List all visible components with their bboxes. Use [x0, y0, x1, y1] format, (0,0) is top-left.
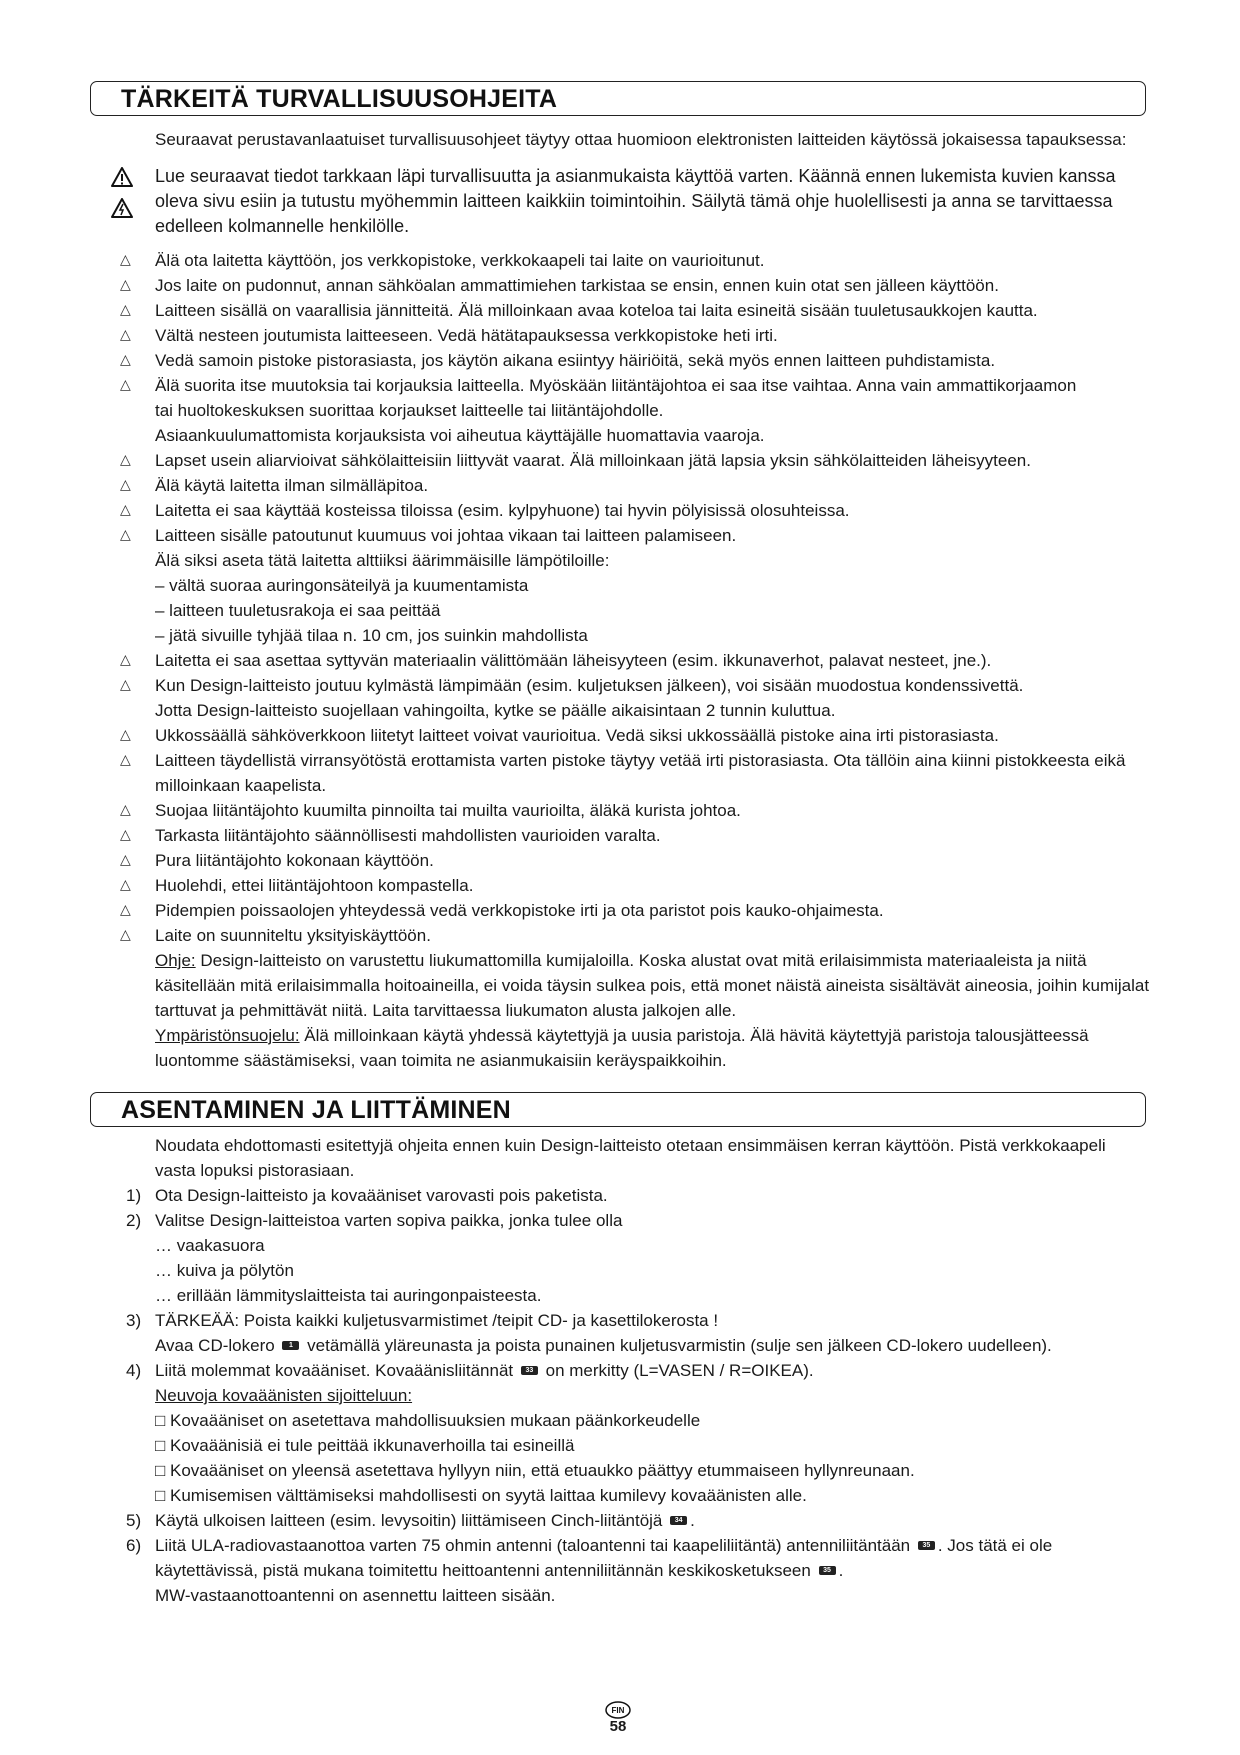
reference-badge: 1	[282, 1341, 299, 1350]
safety-list-item: △ Laitteen sisälle patoutunut kuumuus voi johtaa vikaan tai laitteen palamiseen.	[0, 523, 1240, 548]
reference-badge: 35	[819, 1566, 836, 1575]
safety-list-item: △ Laite on suunniteltu yksityiskäyttöön.	[0, 923, 1240, 948]
step-4: 4) Liitä molemmat kovaääniset. Kovaäänisliitännät 33 on merkitty (L=VASEN / R=OIKEA).	[126, 1361, 814, 1380]
safety-list-item: △ Laitetta ei saa käyttää kosteissa tiloissa (esim. kylpyhuone) tai hyvin pölyisissä olosuhteissa.	[0, 498, 1240, 523]
warning-triangle-outline-icon: △	[120, 502, 131, 518]
warning-triangle-outline-icon: △	[120, 377, 131, 393]
safety-list-item: △ Pidempien poissaolojen yhteydessä vedä verkkopistoke irti ja ota paristot pois kauko-ohjaimesta.	[0, 898, 1240, 923]
warning-triangle-outline-icon: △	[120, 452, 131, 468]
warning-triangle-outline-icon: △	[120, 352, 131, 368]
safety-list-item-continuation: – jätä sivuille tyhjää tilaa n. 10 cm, jos suinkin mahdollista	[155, 626, 588, 645]
safety-list-item-continuation: tai huoltokeskuksen suorittaa korjaukset laitteelle tai liitäntäjohdolle.	[155, 401, 664, 420]
warning-triangle-outline-icon: △	[120, 902, 131, 918]
warning-triangle-outline-icon: △	[120, 727, 131, 743]
warning-triangle-outline-icon: △	[120, 252, 131, 268]
safety-list-item: △ Laitteen täydellistä virransyötöstä erottamista varten pistoke täytyy vetää irti pistorasiasta. Ota tällöin aina kiinni pistokkeesta eikä	[0, 748, 1240, 773]
language-code: FIN	[611, 1706, 625, 1715]
safety-list-item: △ Jos laite on pudonnut, annan sähköalan ammattimiehen tarkistaa se ensin, ennen kuin otat sen jälleen käyttöön.	[0, 273, 1240, 298]
safety-list-item-continuation: – laitteen tuuletusrakoja ei saa peittää	[155, 601, 441, 620]
warning-triangle-outline-icon: △	[120, 677, 131, 693]
step-6: 6) Liitä ULA-radiovastaanottoa varten 75 ohmin antenni (taloantenni tai kaapeliliitäntä) antenniliitäntään 35 . Jos tätä ei ole	[126, 1536, 1053, 1555]
warning-triangle-outline-icon: △	[120, 802, 131, 818]
intro-text: Noudata ehdottomasti esitettyjä ohjeita ennen kuin Design-laitteisto otetaan ensimmäisen kerran käyttöön. Pistä verkkokaapeli	[155, 1136, 1106, 1155]
intro-text: vasta lopuksi pistorasiaan.	[155, 1161, 355, 1180]
safety-list-item: △ Lapset usein aliarvioivat sähkölaitteisiin liittyvät vaarat. Älä milloinkaan jätä lapsia yksin sähkölaitteiden läheisyyteen.	[0, 448, 1240, 473]
step-2: 2) Valitse Design-laitteistoa varten sopiva paikka, jonka tulee olla	[126, 1211, 623, 1230]
safety-list-item: △ Älä käytä laitetta ilman silmälläpitoa.	[0, 473, 1240, 498]
warning-block	[0, 164, 1240, 239]
page-number: 58	[609, 1718, 627, 1735]
safety-list-item-continuation: Asiaankuulumattomista korjauksista voi aiheutua käyttäjälle huomattavia vaaroja.	[155, 426, 765, 445]
safety-list-item-continuation: Älä siksi aseta tätä laitetta alttiiksi äärimmäisille lämpötiloille:	[155, 551, 610, 570]
environment-line: Ympäristönsuojelu: Älä milloinkaan käytä yhdessä käytettyjä ja uusia paristoja. Älä hävitä käytettyjä paristoja talousjätteessä	[155, 1026, 1089, 1045]
safety-list-item: △ Ukkossäällä sähköverkkoon liitetyt laitteet voivat vaurioitua. Vedä siksi ukkossäällä pistoke aina irti pistorasiasta.	[0, 723, 1240, 748]
safety-list-item: △ Älä ota laitetta käyttöön, jos verkkopistoke, verkkokaapeli tai laite on vaurioitunut.	[0, 248, 1240, 273]
intro-text: Seuraavat perustavanlaatuiset turvallisuusohjeet täytyy ottaa huomioon elektronisten laitteiden käytössä jokaisessa tapauksessa:	[155, 130, 1127, 149]
note-line: käsitellään mitä erilaisimmalla hoitoaineilla, ei voida täysin sulkea pois, että monet näistä aineista sisältävät aineosia, joihin kumijalat	[155, 976, 1150, 995]
warning-text: edelleen kolmannelle henkilölle.	[155, 216, 410, 236]
warning-triangle-outline-icon: △	[120, 877, 131, 893]
safety-list-item: △ Vedä samoin pistoke pistorasiasta, jos käytön aikana esiintyy häiriöitä, sekä myös ennen laitteen puhdistamista.	[0, 348, 1240, 373]
warning-triangle-outline-icon: △	[120, 827, 131, 843]
note-line: tarttuvat ja pehmittävät niitä. Laita tarvittaessa liukumaton alusta jalkojen alle.	[155, 1001, 737, 1020]
warning-triangle-outline-icon: △	[120, 302, 131, 318]
installation-body: Noudata ehdottomasti esitettyjä ohjeita ennen kuin Design-laitteisto otetaan ensimmäisen kerran käyttöön. Pistä verkkokaapeli vasta lopuksi pistorasiaan. 1) Ota Design-laitteisto ja kovaääniset varovasti pois paketista. 2) Valitse Design-laitteistoa varten sopiva paikka, jonka tulee olla … vaakasuora … kuiva ja pölytön … erillään lämmityslaitteista tai auringonpaisteesta. 3) TÄRKEÄÄ: Poista kaikki kuljetusvarmistimet /teipit CD- ja kasettilokerosta ! Avaa CD-lokero 1 vetämällä yläreunasta ja poista punainen kuljetusvarmistin (sulje sen jälkeen CD-lokero uudelleen). 4) Liitä molemmat kovaääniset. Kovaäänisliitännät 33 on merkitty (L=VASEN / R=OIKEA). Neuvoja kovaäänisten sijoitteluun: □ Kovaääniset on asetettava mahdollisuuksien mukaan päänkorkeudelle □ Kovaäänisiä ei tule peittää ikkunaverhoilla tai esineillä □ Kovaääniset on yleensä asetettava hyllyyn niin, että etuaukko päättyy etummaiseen hyllynreunaan. □ Kumisemisen välttämiseksi mahdollisesti on syytä laittaa kumilevy kovaäänisten alle. 5) Käytä ulkoisen laitteen (esim. levysoitin) liittämiseen Cinch-liitäntöjä 34 . 6) Liitä ULA-radiovastaanottoa varten 75 ohmin antenni (taloantenni tai kaapeliliitäntä) antenniliitäntään 35 . Jos tätä ei ole käytettävissä, pistä mukana toimitettu heittoantenni antenniliitännän keskikosketukseen 35 . MW-vastaanottoantenni on asennettu laitteen sisään.	[0, 1133, 1240, 1608]
safety-list	[0, 248, 1240, 1073]
safety-list-item: △ Pura liitäntäjohto kokonaan käyttöön.	[0, 848, 1240, 873]
warning-triangle-outline-icon: △	[120, 852, 131, 868]
section-title-installation: ASENTAMINEN JA LIITTÄMINEN	[121, 1096, 511, 1124]
environment-line: luontomme säästämiseksi, vaan toimita ne asianmukaisiin keräyspaikkoihin.	[155, 1051, 727, 1070]
step-3: 3) TÄRKEÄÄ: Poista kaikki kuljetusvarmistimet /teipit CD- ja kasettilokerosta !	[126, 1311, 719, 1330]
safety-list-item: △ Laitteen sisällä on vaarallisia jännitteitä. Älä milloinkaan avaa koteloa tai laita esineitä sisään tuuletusaukkojen kautta.	[0, 298, 1240, 323]
safety-list-item: △ Tarkasta liitäntäjohto säännöllisesti mahdollisten vaurioiden varalta.	[0, 823, 1240, 848]
note-label: Ohje:	[155, 951, 196, 970]
safety-list-item: △ Vältä nesteen joutumista laitteeseen. Vedä hätätapauksessa verkkopistoke heti irti.	[0, 323, 1240, 348]
step-5: 5) Käytä ulkoisen laitteen (esim. levysoitin) liittämiseen Cinch-liitäntöjä 34 .	[126, 1511, 695, 1530]
section-header-installation	[90, 1092, 1146, 1127]
warning-text: Lue seuraavat tiedot tarkkaan läpi turvallisuutta ja asianmukaista käyttöä varten. Käännä ennen lukemista kuvien kanssa	[155, 166, 1116, 186]
safety-list-item: △ Kun Design-laitteisto joutuu kylmästä lämpimään (esim. kuljetuksen jälkeen), voi sisään muodostua kondenssivettä.	[0, 673, 1240, 698]
warning-triangle-outline-icon: △	[120, 477, 131, 493]
environment-label: Ympäristönsuojelu:	[155, 1026, 300, 1045]
safety-intro	[0, 127, 1240, 152]
warning-text: oleva sivu esiin ja tutustu myöhemmin laitteen kaikkiin toimintoihin. Säilytä tämä ohje huolellisesti ja anna se tarvittaessa	[155, 191, 1113, 211]
warning-triangle-outline-icon: △	[120, 752, 131, 768]
reference-badge: 33	[521, 1366, 538, 1375]
warning-triangle-outline-icon: △	[120, 927, 131, 943]
safety-list-item: △ Huolehdi, ettei liitäntäjohtoon kompastella.	[0, 873, 1240, 898]
advice-title: Neuvoja kovaäänisten sijoitteluun:	[155, 1386, 413, 1405]
safety-list-item-continuation: Jotta Design-laitteisto suojellaan vahingoilta, kytke se päälle aikaisintaan 2 tunnin kuluttua.	[155, 701, 836, 720]
safety-list-item-continuation: milloinkaan kaapelista.	[155, 776, 327, 795]
warning-triangle-outline-icon: △	[120, 327, 131, 343]
safety-list-item-continuation: – vältä suoraa auringonsäteilyä ja kuumentamista	[155, 576, 529, 595]
warning-triangle-outline-icon: △	[120, 277, 131, 293]
section-header-safety	[90, 81, 1146, 116]
safety-list-item: △ Suojaa liitäntäjohto kuumilta pinnoilta tai muilta vaurioilta, äläkä kurista johtoa.	[0, 798, 1240, 823]
warning-triangle-outline-icon: △	[120, 652, 131, 668]
warning-triangle-outline-icon: △	[120, 527, 131, 543]
reference-badge: 35	[918, 1541, 935, 1550]
reference-badge: 34	[670, 1516, 687, 1525]
step-1: 1) Ota Design-laitteisto ja kovaääniset varovasti pois paketista.	[126, 1186, 608, 1205]
safety-list-item: △ Laitetta ei saa asettaa syttyvän materiaalin välittömään läheisyyteen (esim. ikkunaverhot, palavat nesteet, jne.).	[0, 648, 1240, 673]
section-title-safety: TÄRKEITÄ TURVALLISUUSOHJEITA	[121, 85, 558, 113]
note-line: Ohje: Design-laitteisto on varustettu liukumattomilla kumijaloilla. Koska alustat ovat mitä erilaisimmista materiaaleista ja niitä	[155, 951, 1087, 970]
safety-list-item: △ Älä suorita itse muutoksia tai korjauksia laitteella. Myöskään liitäntäjohtoa ei saa itse vaihtaa. Anna vain ammattikorjaamon	[0, 373, 1240, 398]
language-badge	[605, 1701, 631, 1719]
